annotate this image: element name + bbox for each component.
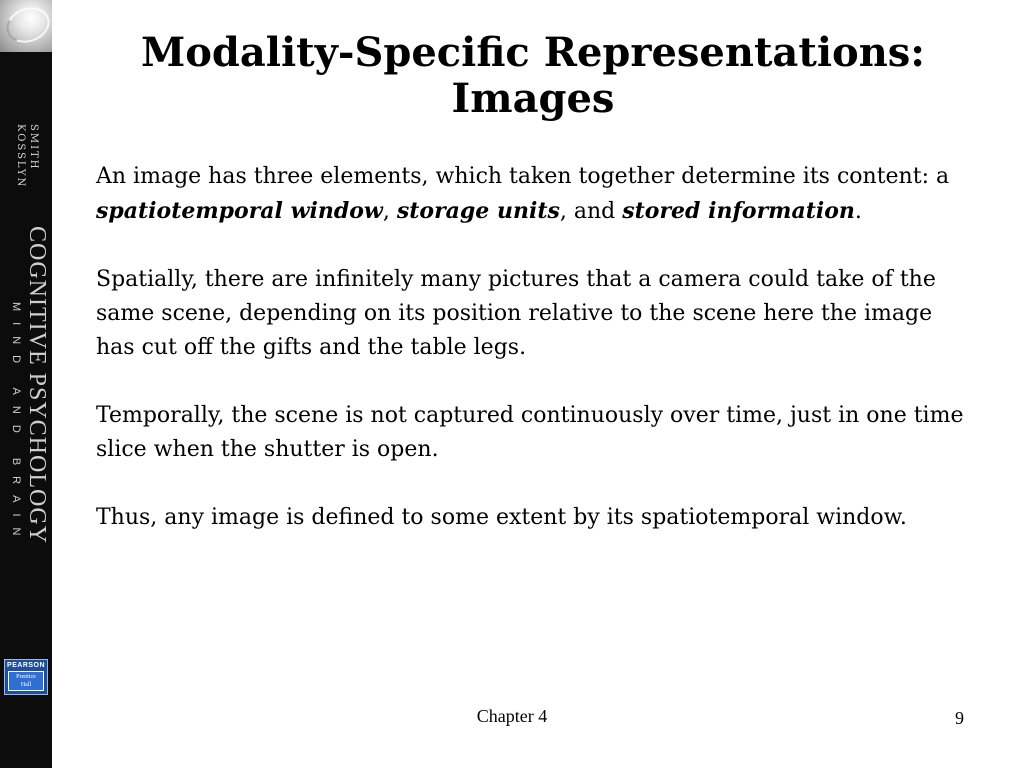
- publisher-logo: [4, 659, 48, 695]
- slide-title: [80, 30, 986, 122]
- paragraph-elements-text: An image has three elements, which taken together determine its content: a: [96, 164, 950, 189]
- spine-authors: [14, 124, 40, 188]
- book-spine: [0, 0, 52, 768]
- term-stored-information: stored information: [622, 198, 855, 224]
- cover-art-image: [0, 0, 52, 52]
- paragraph-elements: [96, 160, 976, 229]
- paragraph-elements-end: .: [854, 199, 862, 224]
- separator-1: ,: [382, 199, 397, 224]
- slide-body: [96, 160, 976, 569]
- spine-author-kosslyn: KOSSLYN: [15, 124, 26, 189]
- paragraph-spatially: Spatially, there are infinitely many pictures that a camera could take of the same scene, depending on its position relative to the scene here the image has cut off the gifts and the table legs.: [96, 267, 936, 360]
- publisher-name: PEARSON: [6, 662, 46, 669]
- term-storage-units: storage units: [396, 198, 560, 224]
- publisher-imprint: [8, 671, 44, 691]
- slide-title-line1: Modality-Specific Representations:: [140, 29, 926, 76]
- imprint-line1: Prentice: [16, 674, 36, 680]
- term-spatiotemporal-window: spatiotemporal window: [96, 198, 383, 224]
- imprint-line2: Hall: [20, 682, 32, 688]
- swirl-decoration: [2, 2, 52, 49]
- separator-2: , and: [559, 199, 623, 224]
- spine-author-smith: SMITH: [28, 124, 39, 171]
- spine-book-title: COGNITIVE PSYCHOLOGY: [24, 226, 50, 544]
- slide-title-line2: Images: [451, 75, 615, 122]
- paragraph-temporally: Temporally, the scene is not captured continuously over time, just in one time slice when the shutter is open.: [96, 403, 964, 462]
- footer-chapter: Chapter 4: [476, 706, 548, 726]
- paragraph-thus: Thus, any image is defined to some extent by its spatiotemporal window.: [96, 505, 907, 530]
- slide-number: 9: [955, 708, 964, 728]
- spine-book-subtitle: MIND AND BRAIN: [10, 302, 22, 547]
